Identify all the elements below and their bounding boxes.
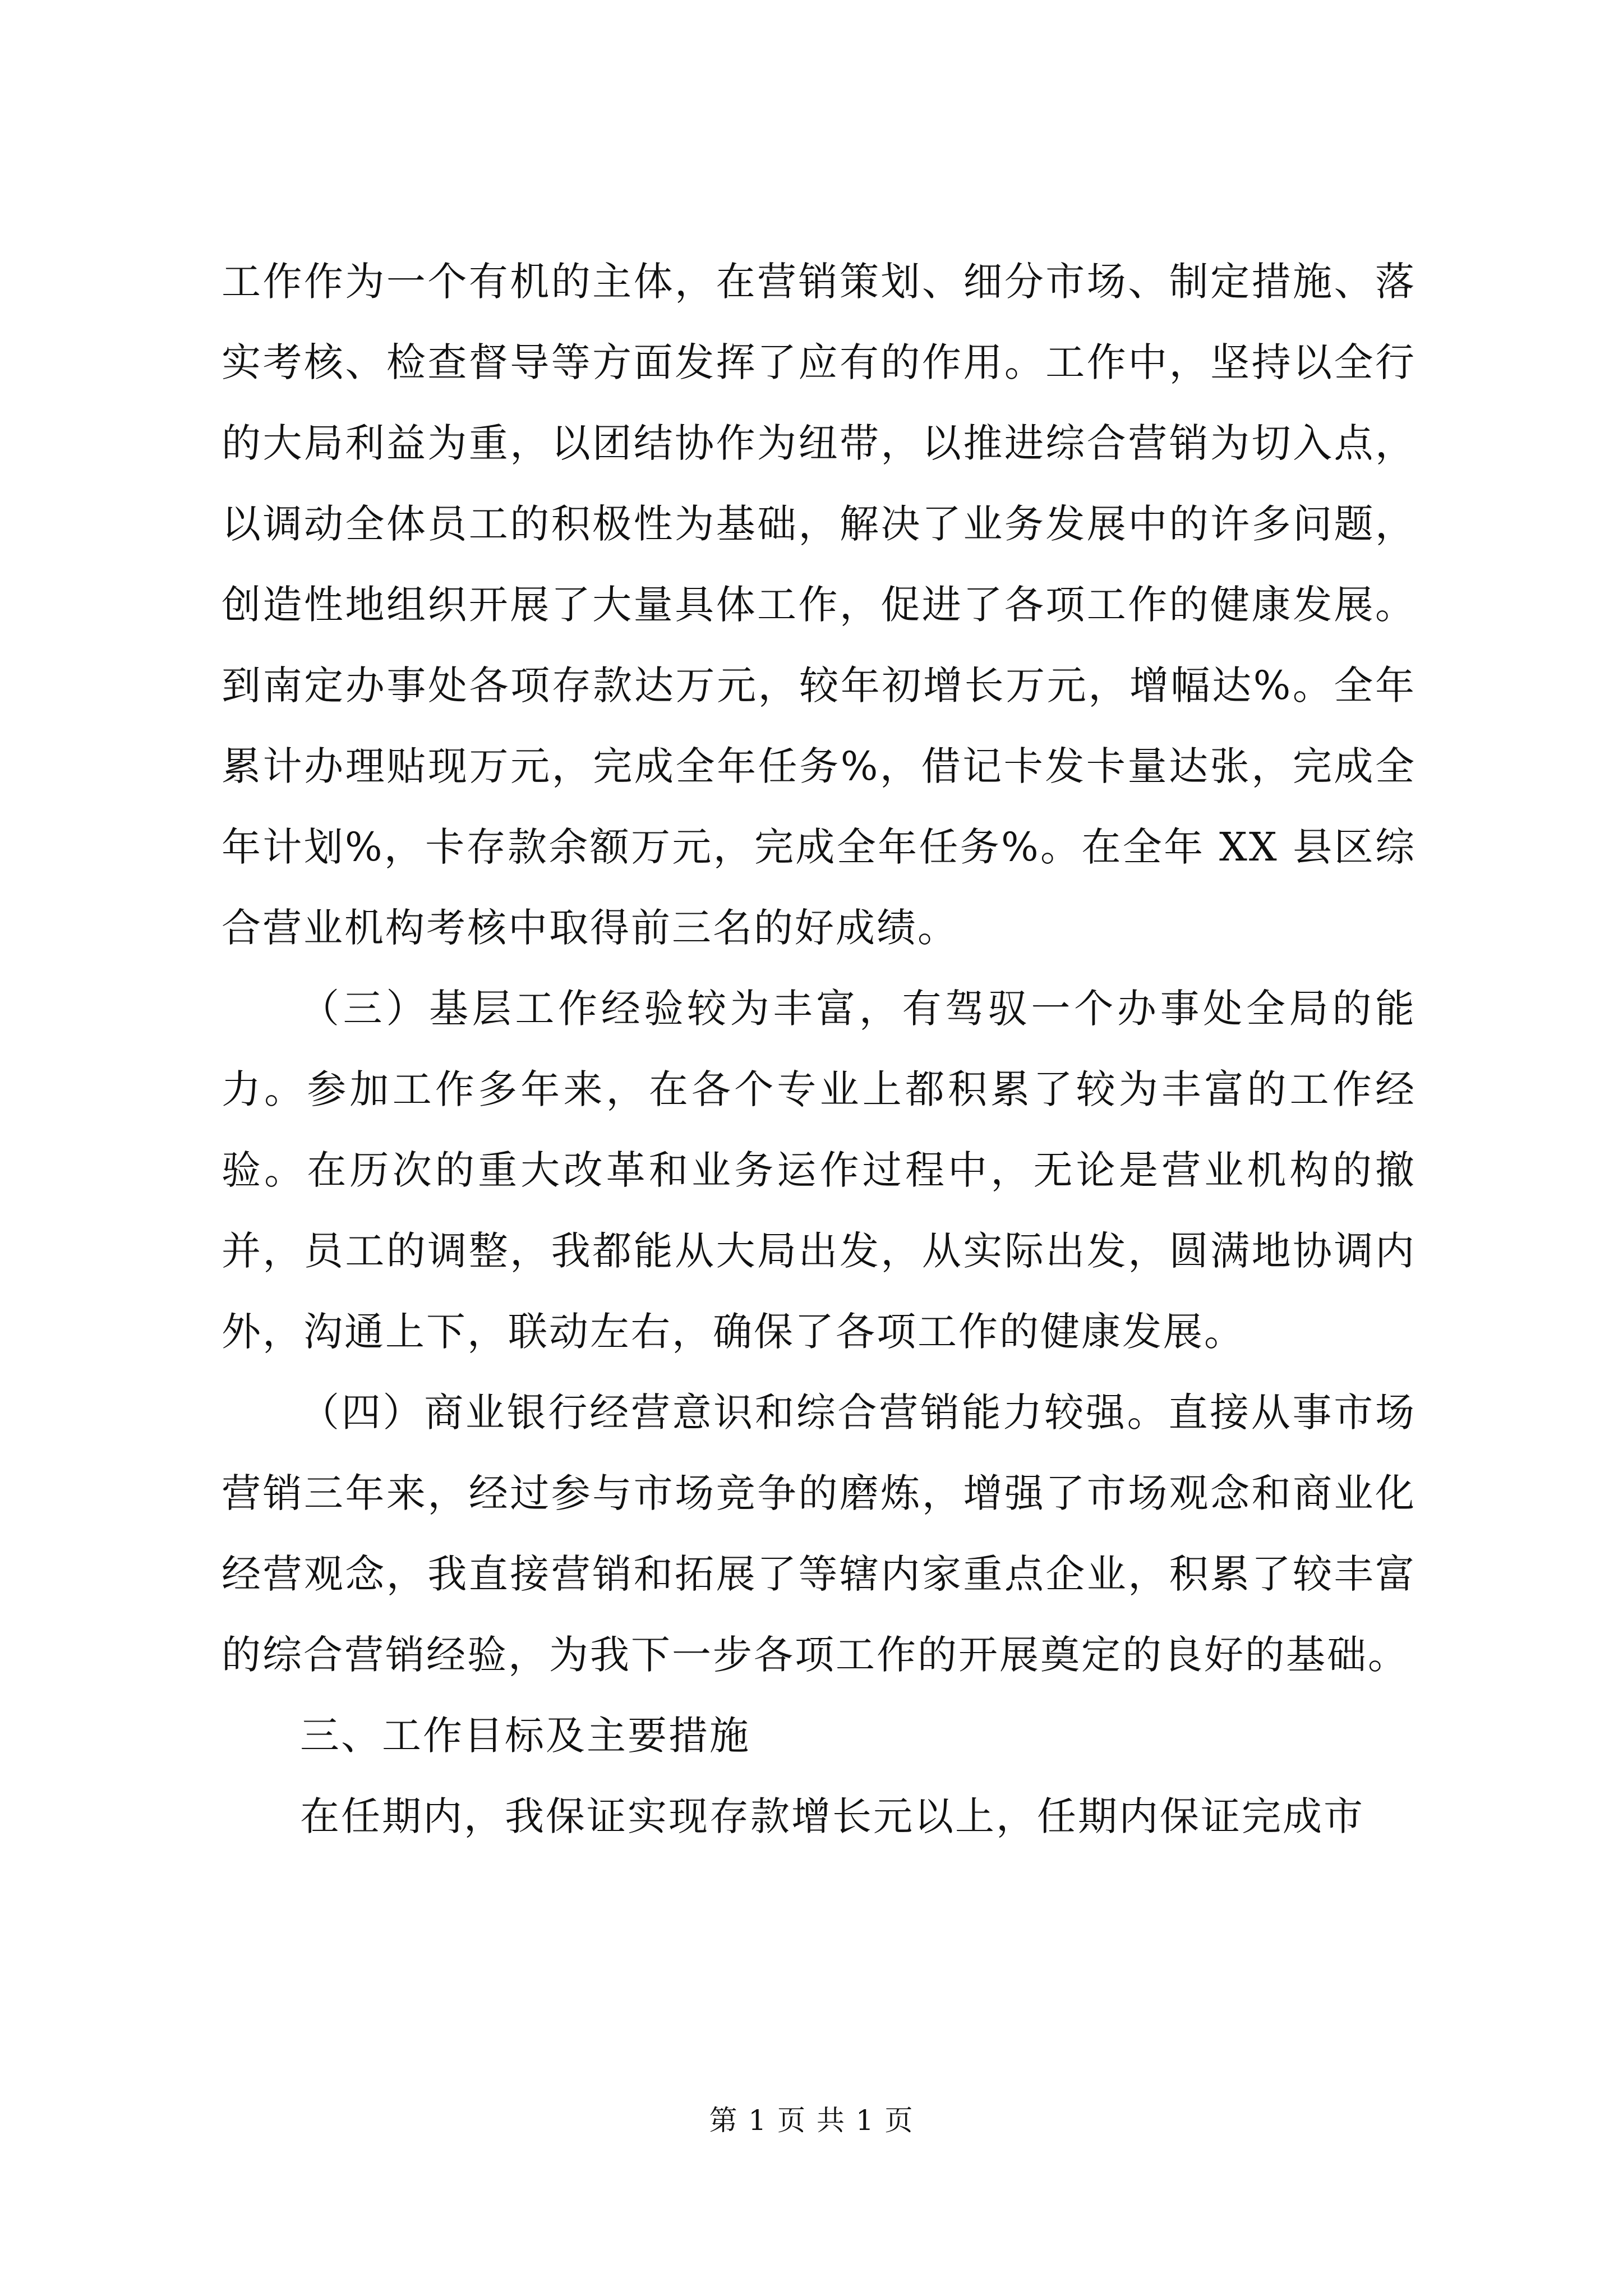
paragraph-goals-intro: 在任期内，我保证实现存款增长元以上，任期内保证完成市 <box>300 1793 1364 1839</box>
page-footer: 第 1 页 共 1 页 <box>709 2104 914 2137</box>
paragraph-section-3: （三）基层工作经验较为丰富，有驾驭一个办事处全局的能力。参加工作多年来，在各个专业上都积累了较为丰富的工作经验。在历次的重大改革和业务运作过程中，无论是营业机构的撤并，员工的调整，我都能从大局出发，从实际出发，圆满地协调内外，沟通上下，联动左右，确保了各项工作的健康发展。 <box>222 986 1416 1355</box>
paragraph-achievements: 工作作为一个有机的主体，在营销策划、细分市场、制定措施、落实考核、检查督导等方面发挥了应有的作用。工作中，坚持以全行的大局利益为重，以团结协作为纽带，以推进综合营销为切入点，以调动全体员工的积极性为基础，解决了业务发展中的许多问题，创造性地组织开展了大量具体工作，促进了各项工作的健康发展。到南定办事处各项存款达万元，较年初增长万元，增幅达%。全年累计办理贴现万元，完成全年任务%，借记卡发卡量达张，完成全年计划%，卡存款余额万元，完成全年任务%。在全年 XX 县区综合营业机构考核中取得前三名的好成绩。 <box>222 259 1416 951</box>
document-body <box>222 241 1416 1857</box>
section-heading-goals: 三、工作目标及主要措施 <box>300 1713 750 1759</box>
paragraph-section-4: （四）商业银行经营意识和综合营销能力较强。直接从事市场营销三年来，经过参与市场竞争的磨炼，增强了市场观念和商业化经营观念，我直接营销和拓展了等辖内家重点企业，积累了较丰富的综合营销经验，为我下一步各项工作的开展奠定的良好的基础。 <box>222 1389 1416 1678</box>
